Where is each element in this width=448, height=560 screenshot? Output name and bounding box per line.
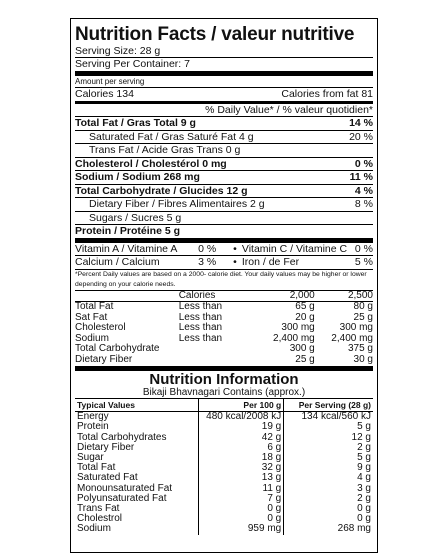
saturated-fat-row [75,131,373,145]
footer-cell: Calories [178,289,216,301]
footer-cell: 2,000 [289,289,315,301]
nutrient-list [75,117,373,243]
info-cell: 480 kcal/2008 kJ [198,412,283,423]
footer-cell: 300 mg [339,322,373,333]
bullet-icon: • [233,242,237,255]
footer-cell: Dietary Fiber [75,353,133,365]
footer-row [75,344,373,355]
nutrient-label: Dietary Fiber / Fibres Alimentaires 2 g [89,198,265,210]
footer-cell: 2,500 [347,289,373,301]
info-cell: Energy [77,411,109,423]
nutrient-label: Total Carbohydrate / Glucides 12 g [75,184,248,197]
info-cell: 3 g [284,484,373,494]
info-row [75,443,373,453]
info-row [75,514,373,524]
info-title: Nutrition Information [149,371,299,388]
footer-cell: 25 g [295,353,315,365]
info-cell: 13 g [198,473,283,483]
info-cell: Polyunsaturated Fat [77,492,167,504]
total-carbohydrate-row [75,185,373,199]
nutrition-panel [70,18,378,553]
info-cell: 2 g [284,494,373,504]
nutrient-daily-value: 0 % [354,157,373,170]
trans-fat-row [75,144,373,158]
footer-cell: Less than [178,322,223,333]
info-cell: 268 mg [284,524,373,534]
footer-cell: 300 g [289,343,315,354]
daily-value-header-text: % Daily Value* / % valeur quotidien* [205,103,373,116]
footer-cell: Total Carbohydrate [75,343,160,354]
info-cell: 42 g [198,433,283,443]
info-cell: Trans Fat [77,503,120,515]
info-cell: 5 g [284,422,373,432]
footer-cell: Less than [178,301,223,312]
vitamin-row [75,243,373,257]
info-cell: 959 mg [198,524,283,534]
info-row [75,412,373,423]
nutrient-label: Trans Fat / Acide Gras Trans 0 g [89,144,241,156]
vitamin-list [75,243,373,270]
info-cell: 4 g [284,473,373,483]
nutrient-label: Total Fat / Gras Total 9 g [75,117,196,129]
footer-row [75,323,373,334]
nutrient-label: Protein / Protéine 5 g [75,225,181,237]
footer-cell: 2,400 mg [331,332,373,344]
info-cell: 18 g [198,453,283,463]
cholesterol-row [75,158,373,172]
nutrient-daily-value: 14 % [349,117,373,129]
footer-cell: 30 g [353,353,373,365]
vitamin-av: 0 % [198,242,217,255]
dietary-fiber-row [75,198,373,212]
info-cell: Sodium [77,523,111,535]
info-cell: 19 g [198,422,283,432]
footer-cell: 80 g [353,301,373,312]
protein-row [75,225,373,243]
info-cell: Saturated Fat [77,472,138,484]
footer-cell: 65 g [295,301,315,312]
info-cell: Sugar [77,452,104,464]
vitamin-a: Calcium / Calcium [75,256,160,268]
calories-from-fat: Calories from fat 81 [281,88,373,100]
footer-cell: 375 g [347,343,373,354]
footer-cell: Less than [178,332,223,344]
footer-cell: 300 mg [281,322,315,333]
footer-cell: Less than [178,311,223,323]
footer-cell: 25 g [353,311,373,323]
footer-cell: 20 g [295,311,315,323]
info-cell: 5 g [284,453,373,463]
footer-row [75,302,373,313]
nutrient-daily-value: 11 % [349,171,373,183]
info-table [75,398,373,535]
vitamin-b: Vitamin C / Vitamine C [241,242,348,255]
footer-row [75,355,373,366]
info-subtitle: Bikaji Bhavnagari Contains (approx.) [142,387,306,398]
footnote: *Percent Daily values are based on a 2000- calorie diet. Your daily values may be higher or lower depending on your calorie needs. [75,270,373,291]
info-cell: Dietary Fiber [77,441,135,453]
info-row [75,524,373,534]
calories-row [75,88,373,104]
info-cell: Monounsaturated Fat [77,482,173,494]
info-row [75,494,373,504]
info-cell: Total Carbohydrates [77,431,167,443]
info-header-cell: Per Serving (28 g) [284,399,373,412]
vitamin-bv: 5 % [354,256,373,268]
info-header-row [75,399,373,412]
info-cell: Total Fat [77,462,116,474]
footer-cell: 2,400 mg [273,332,315,344]
footer-cell [179,355,257,366]
info-cell: 9 g [284,463,373,473]
info-cell: 32 g [198,463,283,473]
info-cell: 12 g [284,433,373,443]
footer-cell: Total Fat [75,301,114,312]
vitamin-a: Vitamin A / Vitamine A [75,242,178,255]
nutrient-label: Cholesterol / Cholestérol 0 mg [75,157,227,170]
footer-cell [179,344,257,355]
info-cell: 0 g [198,504,283,514]
info-cell: 11 g [198,484,283,494]
panel-title: Nutrition Facts / valeur nutritive [75,24,355,45]
info-row [75,453,373,463]
info-cell: Protein [77,421,109,433]
amount-per-serving: Amount per serving [75,76,373,88]
bullet-icon: • [233,256,237,268]
info-cell: 2 g [284,443,373,453]
footer-cell: Sodium [75,332,109,344]
info-header-cell: Per 100 g [198,399,283,412]
nutrient-label: Sugars / Sucres 5 g [89,211,182,224]
vitamin-av: 3 % [198,256,217,268]
nutrient-label: Sodium / Sodium 268 mg [75,171,200,183]
info-cell: 7 g [198,494,283,504]
nutrient-label: Saturated Fat / Gras Saturé Fat 4 g [89,130,254,143]
total-fat-row [75,117,373,131]
nutrient-daily-value: 20 % [349,130,373,143]
footer-cell [75,291,179,302]
nutrient-daily-value: 8 % [354,198,373,210]
vitamin-row [75,256,373,270]
footer-header-row [75,291,373,302]
nutrient-daily-value: 4 % [354,184,373,197]
serving-per-container: Serving Per Container: 7 [75,58,373,76]
info-cell: 6 g [198,443,283,453]
sugars-row [75,212,373,226]
footer-cell: Sat Fat [75,311,108,323]
daily-value-header [75,104,373,118]
info-header-cell: Typical Values [75,399,198,412]
calories: Calories 134 [75,88,134,100]
info-cell: Cholestrol [77,513,123,525]
footer-cell: Cholesterol [75,322,126,333]
info-cell: 0 g [284,504,373,514]
sodium-row [75,171,373,185]
vitamin-b: Iron / de Fer [241,256,300,268]
info-cell: 0 g [284,514,373,524]
vitamin-bv: 0 % [354,242,373,255]
info-cell: 0 g [198,514,283,524]
daily-value-footer-table [75,291,373,366]
info-cell: 134 kcal/560 kJ [284,412,373,423]
serving-size: Serving Size: 28 g [75,45,373,58]
